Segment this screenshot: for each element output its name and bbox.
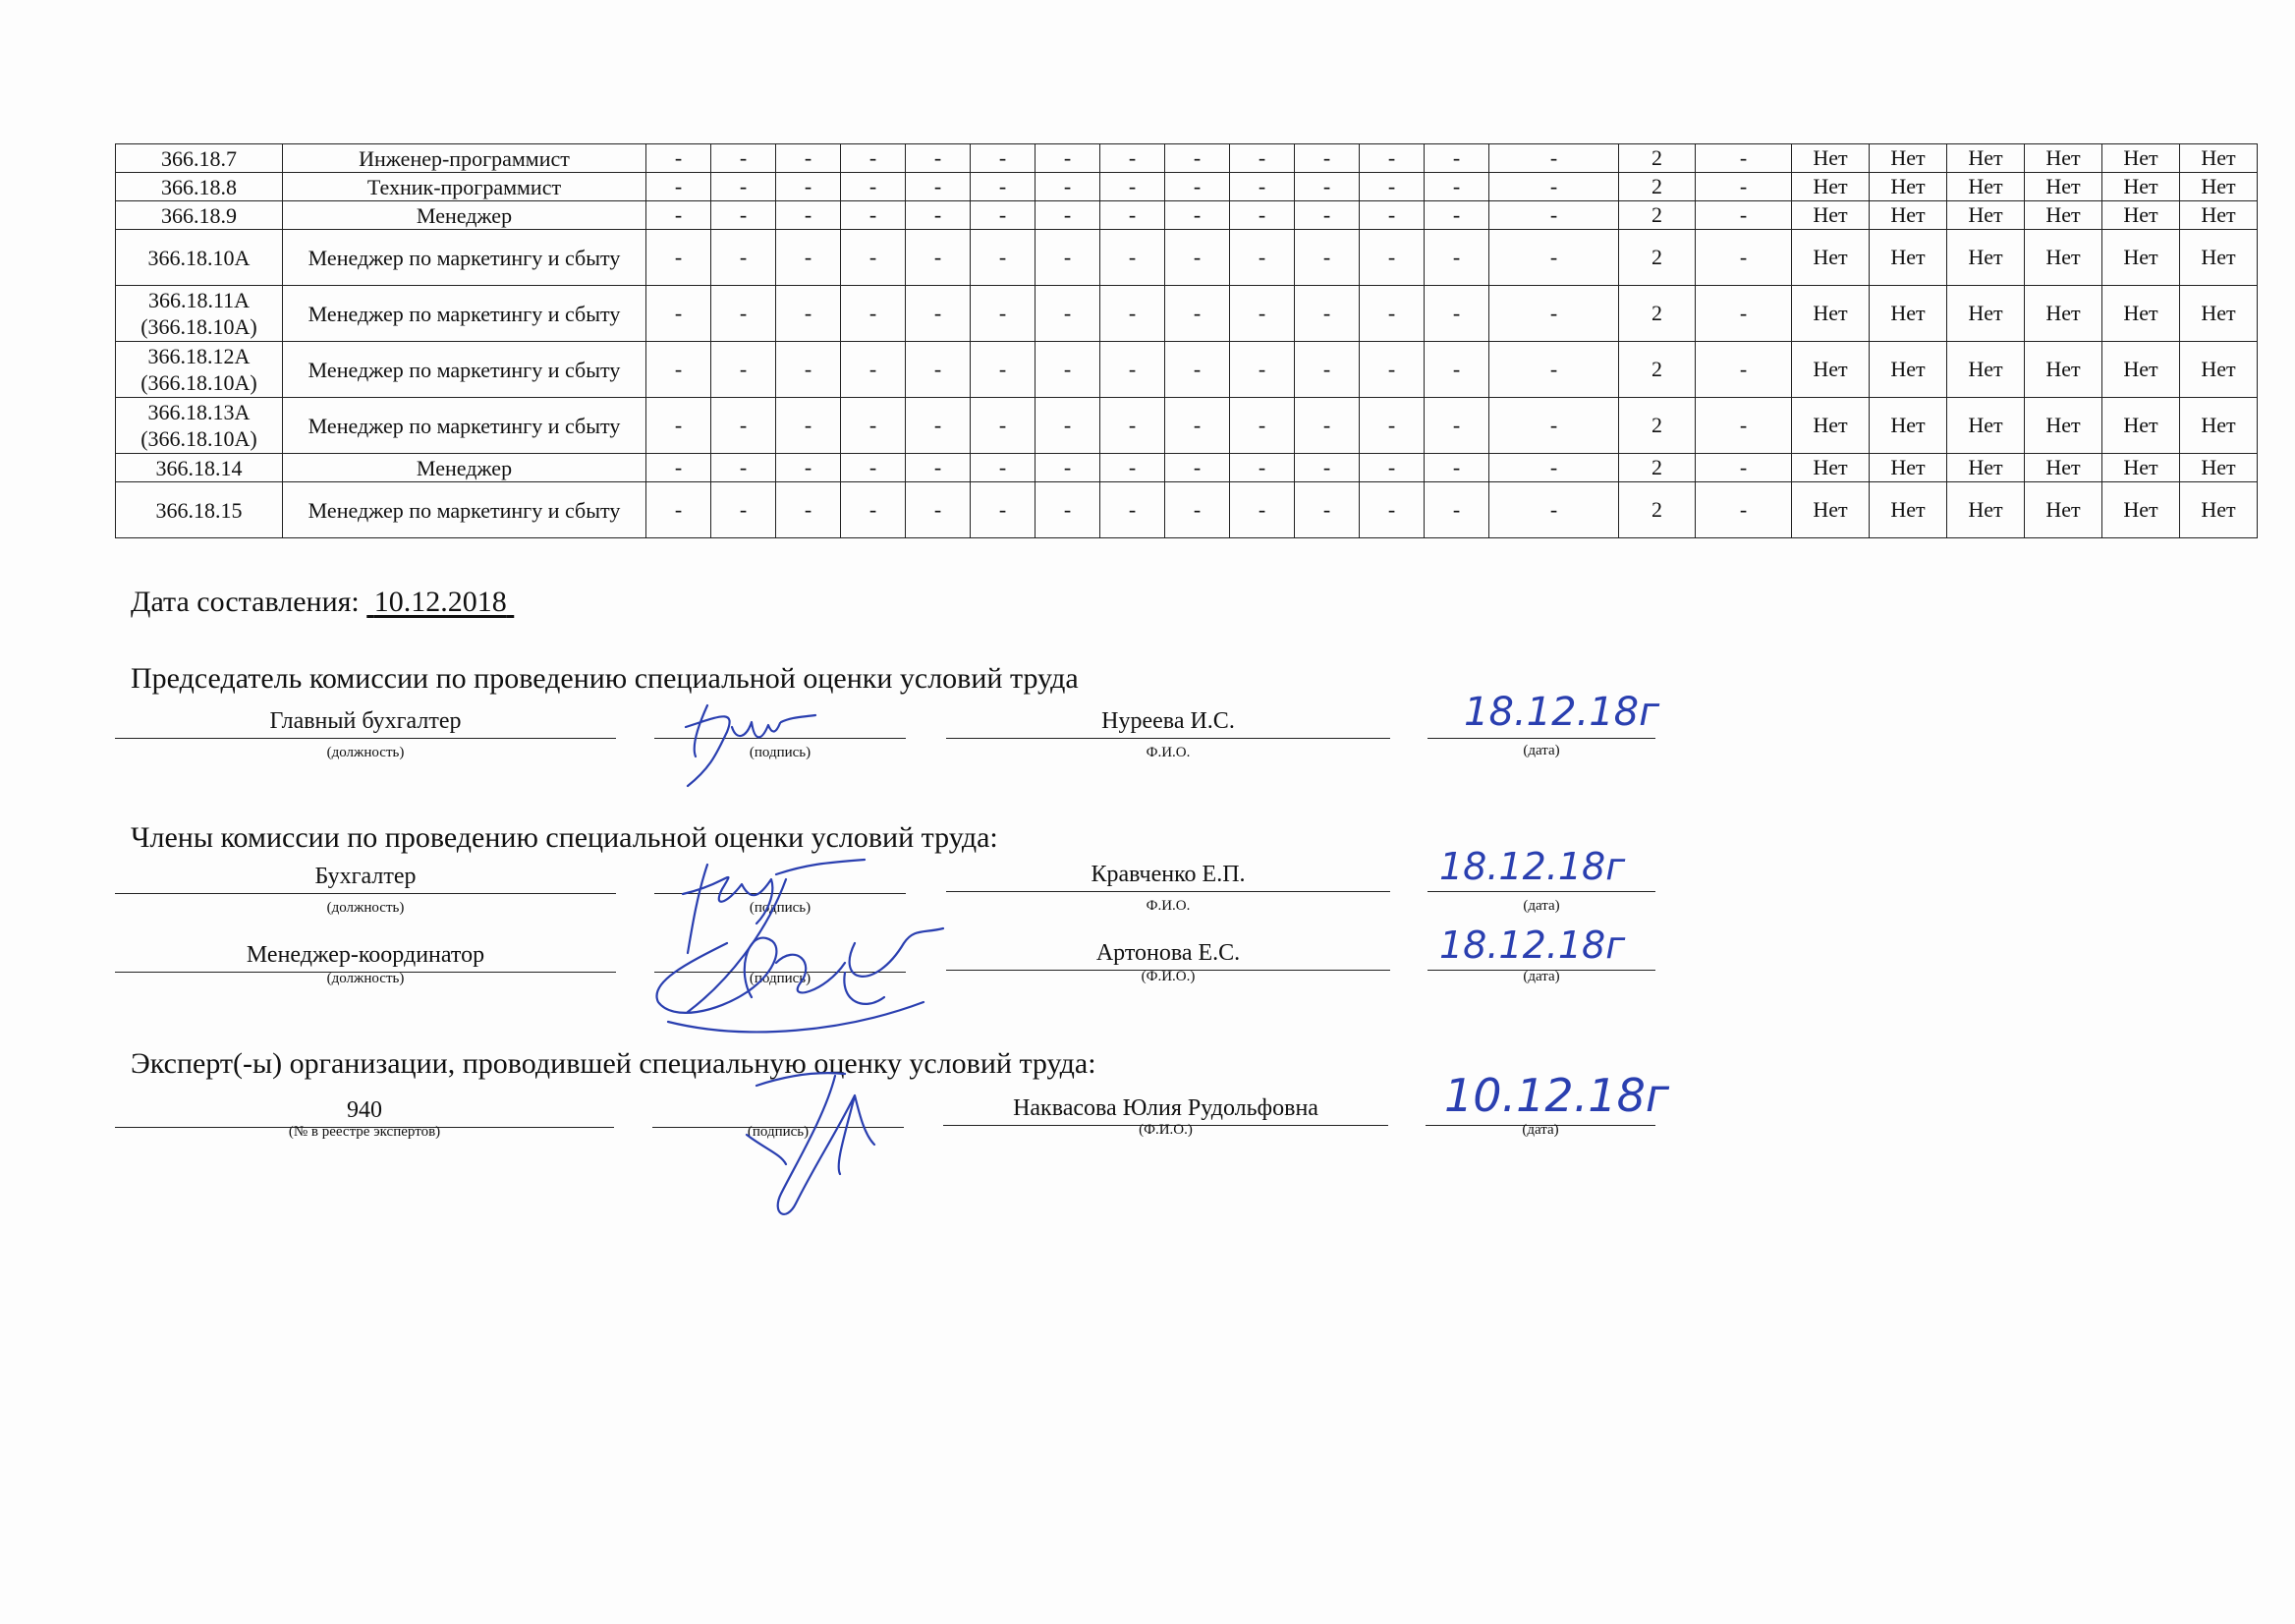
- expert-registry-caption: (№ в реестре экспертов): [288, 1124, 441, 1140]
- flag-cell: Нет: [2102, 482, 2180, 538]
- member2-date-caption: (дата): [1523, 969, 1560, 984]
- factor-cell: -: [1165, 286, 1230, 342]
- flag-cell: Нет: [2180, 144, 2258, 173]
- factor-cell: -: [1036, 201, 1100, 230]
- workplace-code-cell: 366.18.10А: [116, 230, 283, 286]
- member1-position-field: [115, 855, 616, 894]
- flag-cell: Нет: [2102, 144, 2180, 173]
- factor-cell: -: [1165, 398, 1230, 454]
- factor-cell: -: [711, 398, 776, 454]
- factor-cell: -: [906, 342, 971, 398]
- flag-cell: Нет: [1870, 482, 1947, 538]
- factor-cell: -: [1425, 454, 1489, 482]
- member1-date-caption: (дата): [1523, 898, 1560, 914]
- position-cell: Менеджер по маркетингу и сбыту: [283, 482, 646, 538]
- factor-cell: -: [776, 454, 841, 482]
- factor-cell: -: [1489, 201, 1619, 230]
- factor-cell: -: [1425, 144, 1489, 173]
- class-cell: 2: [1619, 342, 1696, 398]
- flag-cell: Нет: [2180, 342, 2258, 398]
- factor-cell: -: [1360, 454, 1425, 482]
- factor-cell: -: [1230, 482, 1295, 538]
- factor-cell: -: [1360, 201, 1425, 230]
- flag-cell: Нет: [2102, 398, 2180, 454]
- factor-cell: -: [1165, 454, 1230, 482]
- position-cell: Менеджер: [283, 454, 646, 482]
- factor-cell: -: [776, 201, 841, 230]
- factor-cell: -: [1295, 173, 1360, 201]
- flag-cell: Нет: [1792, 342, 1870, 398]
- member2-name-caption: (Ф.И.О.): [1141, 969, 1196, 984]
- factor-cell: -: [646, 286, 711, 342]
- class-cell: 2: [1619, 482, 1696, 538]
- table-row: [116, 398, 2258, 454]
- flag-cell: Нет: [2025, 342, 2102, 398]
- factor-cell: -: [906, 286, 971, 342]
- factor-cell: -: [1230, 286, 1295, 342]
- position-cell: Менеджер по маркетингу и сбыту: [283, 398, 646, 454]
- date-label: Дата составления:: [131, 586, 360, 618]
- after-cell: -: [1696, 286, 1792, 342]
- factor-cell: -: [1100, 454, 1165, 482]
- member2-name-field: [946, 931, 1390, 971]
- factor-cell: -: [906, 201, 971, 230]
- expert-date-caption: (дата): [1522, 1122, 1559, 1138]
- factor-cell: -: [1230, 230, 1295, 286]
- factor-cell: -: [906, 173, 971, 201]
- chairman-date-handwritten: 18.12.18г: [1464, 690, 1660, 735]
- flag-cell: Нет: [2102, 201, 2180, 230]
- factor-cell: -: [776, 230, 841, 286]
- flag-cell: Нет: [2180, 173, 2258, 201]
- expert-date-handwritten: 10.12.18г: [1444, 1069, 1670, 1122]
- position-cell: Техник-программист: [283, 173, 646, 201]
- factor-cell: -: [1230, 342, 1295, 398]
- factor-cell: -: [1360, 398, 1425, 454]
- factor-cell: -: [906, 230, 971, 286]
- factor-cell: -: [906, 454, 971, 482]
- factor-cell: -: [1100, 482, 1165, 538]
- factor-cell: -: [1295, 398, 1360, 454]
- flag-cell: Нет: [2025, 144, 2102, 173]
- factor-cell: -: [711, 144, 776, 173]
- factor-cell: -: [1489, 286, 1619, 342]
- member2-position-field: [115, 933, 616, 973]
- chairman-heading: Председатель комиссии по проведению специальной оценки условий труда: [131, 662, 1079, 695]
- factor-cell: -: [1360, 342, 1425, 398]
- flag-cell: Нет: [1870, 173, 1947, 201]
- factor-cell: -: [906, 398, 971, 454]
- table-row: [116, 173, 2258, 201]
- factor-cell: -: [711, 173, 776, 201]
- flag-cell: Нет: [1947, 286, 2025, 342]
- factor-cell: -: [1489, 230, 1619, 286]
- expert-name-field: [943, 1087, 1388, 1126]
- factor-cell: -: [1100, 201, 1165, 230]
- factor-cell: -: [1100, 144, 1165, 173]
- factor-cell: -: [711, 230, 776, 286]
- position-cell: Менеджер по маркетингу и сбыту: [283, 230, 646, 286]
- factor-cell: -: [971, 144, 1036, 173]
- workplace-code-cell: 366.18.7: [116, 144, 283, 173]
- factor-cell: -: [971, 454, 1036, 482]
- chairman-signature-icon: [678, 688, 835, 796]
- member2-signature-caption: (подпись): [749, 971, 812, 986]
- factor-cell: -: [1425, 482, 1489, 538]
- flag-cell: Нет: [1947, 342, 2025, 398]
- flag-cell: Нет: [1947, 201, 2025, 230]
- factor-cell: -: [646, 398, 711, 454]
- member1-name: Кравченко Е.П.: [1091, 862, 1246, 887]
- factor-cell: -: [1036, 482, 1100, 538]
- chairman-position-field: [115, 700, 616, 739]
- factor-cell: -: [1165, 230, 1230, 286]
- table-row: [116, 286, 2258, 342]
- flag-cell: Нет: [1870, 144, 1947, 173]
- factor-cell: -: [1360, 286, 1425, 342]
- workplace-code-cell: 366.18.12А (366.18.10А): [116, 342, 283, 398]
- table-row: [116, 454, 2258, 482]
- after-cell: -: [1696, 398, 1792, 454]
- member1-name-caption: Ф.И.О.: [1146, 898, 1191, 914]
- flag-cell: Нет: [2102, 173, 2180, 201]
- factor-cell: -: [841, 173, 906, 201]
- factor-cell: -: [1165, 201, 1230, 230]
- flag-cell: Нет: [1792, 454, 1870, 482]
- class-cell: 2: [1619, 230, 1696, 286]
- factor-cell: -: [1165, 342, 1230, 398]
- factor-cell: -: [1036, 230, 1100, 286]
- member1-name-field: [946, 853, 1390, 892]
- chairman-name-caption: Ф.И.О.: [1146, 745, 1191, 760]
- factor-cell: -: [1100, 398, 1165, 454]
- factor-cell: -: [1036, 144, 1100, 173]
- flag-cell: Нет: [2025, 201, 2102, 230]
- factor-cell: -: [1360, 173, 1425, 201]
- factor-cell: -: [776, 173, 841, 201]
- member2-date-handwritten: 18.12.18г: [1439, 924, 1626, 967]
- date-of-compilation: [131, 586, 514, 619]
- chairman-date-caption: (дата): [1523, 743, 1560, 758]
- flag-cell: Нет: [1870, 454, 1947, 482]
- flag-cell: Нет: [2180, 201, 2258, 230]
- flag-cell: Нет: [1870, 230, 1947, 286]
- factor-cell: -: [841, 342, 906, 398]
- workplace-code-cell: 366.18.14: [116, 454, 283, 482]
- class-cell: 2: [1619, 201, 1696, 230]
- after-cell: -: [1696, 482, 1792, 538]
- flag-cell: Нет: [2180, 454, 2258, 482]
- flag-cell: Нет: [2025, 482, 2102, 538]
- factor-cell: -: [1165, 482, 1230, 538]
- factor-cell: -: [646, 173, 711, 201]
- flag-cell: Нет: [1792, 230, 1870, 286]
- factor-cell: -: [1489, 398, 1619, 454]
- after-cell: -: [1696, 201, 1792, 230]
- class-cell: 2: [1619, 398, 1696, 454]
- after-cell: -: [1696, 144, 1792, 173]
- class-cell: 2: [1619, 454, 1696, 482]
- expert-heading: Эксперт(-ы) организации, проводившей специальную оценку условий труда:: [131, 1047, 1096, 1080]
- table-row: [116, 482, 2258, 538]
- factor-cell: -: [1230, 201, 1295, 230]
- member1-position: Бухгалтер: [314, 864, 417, 889]
- factor-cell: -: [1489, 454, 1619, 482]
- flag-cell: Нет: [2102, 454, 2180, 482]
- factor-cell: -: [1036, 454, 1100, 482]
- member2-signature-icon: [629, 904, 953, 1051]
- flag-cell: Нет: [2025, 454, 2102, 482]
- flag-cell: Нет: [2025, 230, 2102, 286]
- factor-cell: -: [646, 454, 711, 482]
- factor-cell: -: [1100, 173, 1165, 201]
- chairman-position: Главный бухгалтер: [269, 708, 462, 734]
- chairman-name-field: [946, 700, 1390, 739]
- member2-name: Артонова Е.С.: [1095, 940, 1241, 966]
- factor-cell: -: [1100, 286, 1165, 342]
- factor-cell: -: [1295, 144, 1360, 173]
- position-cell: Менеджер по маркетингу и сбыту: [283, 286, 646, 342]
- factor-cell: -: [711, 201, 776, 230]
- factor-cell: -: [1230, 454, 1295, 482]
- chairman-position-caption: (должность): [326, 745, 405, 760]
- workplace-code-cell: 366.18.8: [116, 173, 283, 201]
- expert-name: Наквасова Юлия Рудольфовна: [1013, 1095, 1318, 1121]
- flag-cell: Нет: [1870, 286, 1947, 342]
- factor-cell: -: [1489, 144, 1619, 173]
- flag-cell: Нет: [1947, 398, 2025, 454]
- factor-cell: -: [1360, 482, 1425, 538]
- factor-cell: -: [1425, 342, 1489, 398]
- factor-cell: -: [841, 286, 906, 342]
- position-cell: Инженер-программист: [283, 144, 646, 173]
- factor-cell: -: [1295, 230, 1360, 286]
- flag-cell: Нет: [1947, 454, 2025, 482]
- table-row: [116, 144, 2258, 173]
- factor-cell: -: [1425, 230, 1489, 286]
- after-cell: -: [1696, 342, 1792, 398]
- factor-cell: -: [711, 482, 776, 538]
- factor-cell: -: [1295, 482, 1360, 538]
- member2-position: Менеджер-координатор: [246, 942, 485, 968]
- expert-registry-number: 940: [347, 1097, 382, 1123]
- factor-cell: -: [776, 144, 841, 173]
- flag-cell: Нет: [1792, 201, 1870, 230]
- assessment-table-body: [116, 144, 2258, 538]
- workplace-code-cell: 366.18.15: [116, 482, 283, 538]
- member1-date-handwritten: 18.12.18г: [1439, 845, 1626, 888]
- factor-cell: -: [646, 482, 711, 538]
- factor-cell: -: [1295, 454, 1360, 482]
- date-value: 10.12.2018: [373, 586, 507, 618]
- factor-cell: -: [1489, 482, 1619, 538]
- flag-cell: Нет: [1947, 482, 2025, 538]
- flag-cell: Нет: [2102, 286, 2180, 342]
- factor-cell: -: [1425, 398, 1489, 454]
- factor-cell: -: [906, 482, 971, 538]
- flag-cell: Нет: [1792, 144, 1870, 173]
- flag-cell: Нет: [1870, 201, 1947, 230]
- class-cell: 2: [1619, 144, 1696, 173]
- factor-cell: -: [1425, 201, 1489, 230]
- members-heading: Члены комиссии по проведению специальной оценки условий труда:: [131, 821, 998, 854]
- factor-cell: -: [1425, 173, 1489, 201]
- expert-signature-caption: (подпись): [747, 1124, 810, 1140]
- table-row: [116, 230, 2258, 286]
- workplace-code-cell: 366.18.11А (366.18.10А): [116, 286, 283, 342]
- factor-cell: -: [1230, 144, 1295, 173]
- flag-cell: Нет: [1870, 342, 1947, 398]
- flag-cell: Нет: [1792, 173, 1870, 201]
- factor-cell: -: [1036, 342, 1100, 398]
- table-row: [116, 201, 2258, 230]
- factor-cell: -: [646, 230, 711, 286]
- factor-cell: -: [776, 342, 841, 398]
- class-cell: 2: [1619, 173, 1696, 201]
- factor-cell: -: [646, 201, 711, 230]
- factor-cell: -: [971, 230, 1036, 286]
- factor-cell: -: [971, 398, 1036, 454]
- position-cell: Менеджер по маркетингу и сбыту: [283, 342, 646, 398]
- factor-cell: -: [1036, 398, 1100, 454]
- flag-cell: Нет: [2180, 398, 2258, 454]
- factor-cell: -: [776, 482, 841, 538]
- flag-cell: Нет: [1947, 173, 2025, 201]
- factor-cell: -: [646, 144, 711, 173]
- table-row: [116, 342, 2258, 398]
- member1-signature-caption: (подпись): [749, 900, 812, 916]
- factor-cell: -: [1295, 342, 1360, 398]
- flag-cell: Нет: [1792, 482, 1870, 538]
- flag-cell: Нет: [2025, 398, 2102, 454]
- factor-cell: -: [841, 144, 906, 173]
- factor-cell: -: [1036, 286, 1100, 342]
- factor-cell: -: [841, 454, 906, 482]
- factor-cell: -: [1165, 173, 1230, 201]
- flag-cell: Нет: [1792, 398, 1870, 454]
- member1-position-caption: (должность): [326, 900, 405, 916]
- factor-cell: -: [1489, 342, 1619, 398]
- factor-cell: -: [1489, 173, 1619, 201]
- factor-cell: -: [1360, 144, 1425, 173]
- factor-cell: -: [841, 230, 906, 286]
- factor-cell: -: [711, 342, 776, 398]
- factor-cell: -: [1295, 286, 1360, 342]
- flag-cell: Нет: [2025, 173, 2102, 201]
- assessment-table: [115, 143, 2258, 538]
- factor-cell: -: [1100, 230, 1165, 286]
- after-cell: -: [1696, 173, 1792, 201]
- factor-cell: -: [1425, 286, 1489, 342]
- factor-cell: -: [841, 398, 906, 454]
- flag-cell: Нет: [1792, 286, 1870, 342]
- flag-cell: Нет: [1947, 230, 2025, 286]
- factor-cell: -: [711, 286, 776, 342]
- factor-cell: -: [776, 286, 841, 342]
- factor-cell: -: [1036, 173, 1100, 201]
- factor-cell: -: [646, 342, 711, 398]
- factor-cell: -: [1295, 201, 1360, 230]
- workplace-code-cell: 366.18.9: [116, 201, 283, 230]
- after-cell: -: [1696, 454, 1792, 482]
- flag-cell: Нет: [2025, 286, 2102, 342]
- chairman-signature-caption: (подпись): [749, 745, 812, 760]
- member2-position-caption: (должность): [326, 971, 405, 986]
- factor-cell: -: [971, 286, 1036, 342]
- class-cell: 2: [1619, 286, 1696, 342]
- factor-cell: -: [971, 201, 1036, 230]
- position-cell: Менеджер: [283, 201, 646, 230]
- factor-cell: -: [841, 201, 906, 230]
- flag-cell: Нет: [1947, 144, 2025, 173]
- factor-cell: -: [971, 342, 1036, 398]
- factor-cell: -: [971, 482, 1036, 538]
- flag-cell: Нет: [2180, 482, 2258, 538]
- factor-cell: -: [906, 144, 971, 173]
- factor-cell: -: [1165, 144, 1230, 173]
- chairman-name: Нуреева И.С.: [1101, 708, 1235, 734]
- flag-cell: Нет: [1870, 398, 1947, 454]
- after-cell: -: [1696, 230, 1792, 286]
- factor-cell: -: [776, 398, 841, 454]
- expert-signature-icon: [727, 1056, 904, 1233]
- factor-cell: -: [1230, 398, 1295, 454]
- factor-cell: -: [1100, 342, 1165, 398]
- workplace-code-cell: 366.18.13А (366.18.10А): [116, 398, 283, 454]
- factor-cell: -: [971, 173, 1036, 201]
- factor-cell: -: [711, 454, 776, 482]
- factor-cell: -: [1360, 230, 1425, 286]
- flag-cell: Нет: [2180, 230, 2258, 286]
- flag-cell: Нет: [2102, 342, 2180, 398]
- expert-registry-field: [115, 1089, 614, 1128]
- factor-cell: -: [841, 482, 906, 538]
- flag-cell: Нет: [2102, 230, 2180, 286]
- factor-cell: -: [1230, 173, 1295, 201]
- flag-cell: Нет: [2180, 286, 2258, 342]
- expert-name-caption: (Ф.И.О.): [1139, 1122, 1193, 1138]
